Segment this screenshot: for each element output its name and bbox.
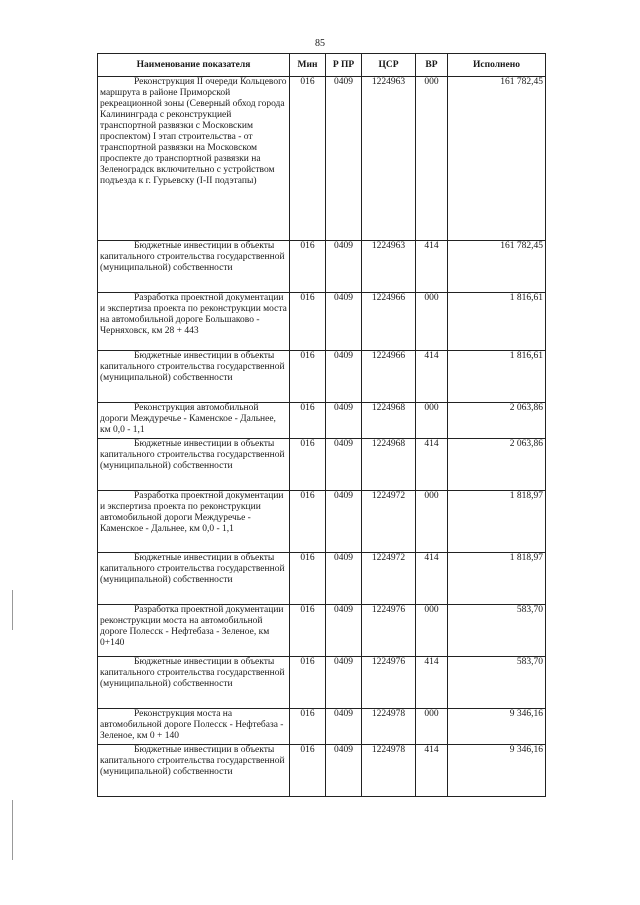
row-vr: 414: [416, 657, 448, 709]
row-rpr: 0409: [326, 351, 362, 403]
row-name: [98, 709, 290, 745]
row-sum: 9 346,16: [448, 745, 546, 797]
row-csr: 1224968: [362, 403, 416, 439]
row-name-text: Бюджетные инвестиции в объекты капитального строительства государственной (муниципальной) собственности: [100, 745, 285, 777]
row-csr: 1224966: [362, 351, 416, 403]
row-sum: 1 816,61: [448, 293, 546, 351]
row-csr: 1224968: [362, 439, 416, 491]
row-vr: 414: [416, 241, 448, 293]
row-name-text: Реконструкция II очереди Кольцевого маршрута в районе Приморской рекреационной зоны (Северный обход города Калининграда с реконструкцией транспортной развязки с Московским проспектом) I этап строительства - от транспортной развязки на Московском проспекте до транспортной развязки на Зеленоградск включительно с устройством подъезда к г. Гурьевску (I-II подэтапы): [100, 77, 287, 186]
header-sum: Исполнено: [448, 54, 546, 77]
row-rpr: 0409: [326, 293, 362, 351]
table-header-row: [98, 54, 546, 77]
row-name: [98, 605, 290, 657]
row-name-text: Бюджетные инвестиции в объекты капитального строительства государственной (муниципальной) собственности: [100, 553, 285, 585]
row-name-text: Бюджетные инвестиции в объекты капитального строительства государственной (муниципальной) собственности: [100, 241, 285, 273]
row-min: 016: [290, 77, 326, 241]
row-sum: 583,70: [448, 657, 546, 709]
row-rpr: 0409: [326, 605, 362, 657]
row-min: 016: [290, 709, 326, 745]
row-rpr: 0409: [326, 745, 362, 797]
row-csr: 1224978: [362, 709, 416, 745]
table-row: [98, 241, 546, 293]
row-vr: 000: [416, 77, 448, 241]
row-name-text: Разработка проектной документации реконструкции моста на автомобильной дороге Полесск - Нефтебаза - Зеленое, км 0+140: [100, 605, 284, 648]
page-number: 85: [315, 38, 325, 49]
table-row: [98, 77, 546, 241]
row-csr: 1224972: [362, 553, 416, 605]
row-sum: 1 818,97: [448, 491, 546, 553]
row-csr: 1224978: [362, 745, 416, 797]
row-vr: 000: [416, 605, 448, 657]
row-sum: 1 818,97: [448, 553, 546, 605]
row-name: [98, 351, 290, 403]
row-min: 016: [290, 351, 326, 403]
row-sum: 9 346,16: [448, 709, 546, 745]
row-csr: 1224976: [362, 605, 416, 657]
row-rpr: 0409: [326, 709, 362, 745]
row-min: 016: [290, 293, 326, 351]
table-row: [98, 403, 546, 439]
scan-margin-mark: [12, 800, 13, 860]
table-row: [98, 293, 546, 351]
row-rpr: 0409: [326, 77, 362, 241]
row-rpr: 0409: [326, 553, 362, 605]
table-row: [98, 657, 546, 709]
row-rpr: 0409: [326, 241, 362, 293]
table-row: [98, 439, 546, 491]
row-csr: 1224976: [362, 657, 416, 709]
row-sum: 161 782,45: [448, 77, 546, 241]
row-csr: 1224972: [362, 491, 416, 553]
row-min: 016: [290, 745, 326, 797]
row-name: [98, 439, 290, 491]
table-row: [98, 351, 546, 403]
row-vr: 414: [416, 439, 448, 491]
row-min: 016: [290, 605, 326, 657]
table-row: [98, 553, 546, 605]
table-row: [98, 491, 546, 553]
row-csr: 1224963: [362, 241, 416, 293]
row-csr: 1224966: [362, 293, 416, 351]
row-name-text: Реконструкция автомобильной дороги Междуречье - Каменское - Дальнее, км 0,0 - 1,1: [100, 403, 276, 435]
row-rpr: 0409: [326, 439, 362, 491]
row-vr: 000: [416, 709, 448, 745]
row-name-text: Разработка проектной документации и экспертиза проекта по реконструкции моста на автомобильной дороге Большаково - Черняховск, км 28 + 443: [100, 293, 287, 336]
row-name: [98, 77, 290, 241]
scan-margin-mark: [12, 590, 13, 630]
row-name: [98, 657, 290, 709]
row-vr: 414: [416, 553, 448, 605]
row-name: [98, 745, 290, 797]
row-sum: 161 782,45: [448, 241, 546, 293]
row-name-text: Бюджетные инвестиции в объекты капитального строительства государственной (муниципальной) собственности: [100, 657, 285, 689]
row-name: [98, 553, 290, 605]
table-row: [98, 605, 546, 657]
header-rpr: Р ПР: [326, 54, 362, 77]
row-sum: 1 816,61: [448, 351, 546, 403]
row-vr: 000: [416, 491, 448, 553]
row-min: 016: [290, 657, 326, 709]
row-min: 016: [290, 553, 326, 605]
header-vr: ВР: [416, 54, 448, 77]
row-name: [98, 491, 290, 553]
row-sum: 2 063,86: [448, 439, 546, 491]
row-name: [98, 293, 290, 351]
table-row: [98, 745, 546, 797]
row-name: [98, 403, 290, 439]
row-csr: 1224963: [362, 77, 416, 241]
row-sum: 2 063,86: [448, 403, 546, 439]
row-min: 016: [290, 491, 326, 553]
header-name: Наименование показателя: [98, 54, 290, 77]
row-name-text: Бюджетные инвестиции в объекты капитального строительства государственной (муниципальной) собственности: [100, 351, 285, 383]
header-csr: ЦСР: [362, 54, 416, 77]
row-name-text: Реконструкция моста на автомобильной дороге Полесск - Нефтебаза - Зеленое, км 0 + 140: [100, 709, 284, 741]
row-rpr: 0409: [326, 657, 362, 709]
row-vr: 000: [416, 293, 448, 351]
row-rpr: 0409: [326, 491, 362, 553]
row-min: 016: [290, 403, 326, 439]
row-name-text: Разработка проектной документации и экспертиза проекта по реконструкции автомобильной дороги Междуречье - Каменское - Дальнее, км 0,0 - 1,1: [100, 491, 284, 534]
header-min: Мин: [290, 54, 326, 77]
row-sum: 583,70: [448, 605, 546, 657]
row-name: [98, 241, 290, 293]
row-min: 016: [290, 241, 326, 293]
row-vr: 414: [416, 351, 448, 403]
row-name-text: Бюджетные инвестиции в объекты капитального строительства государственной (муниципальной) собственности: [100, 439, 285, 471]
row-vr: 000: [416, 403, 448, 439]
row-min: 016: [290, 439, 326, 491]
table-row: [98, 709, 546, 745]
budget-execution-table: [97, 53, 546, 797]
row-vr: 414: [416, 745, 448, 797]
row-rpr: 0409: [326, 403, 362, 439]
